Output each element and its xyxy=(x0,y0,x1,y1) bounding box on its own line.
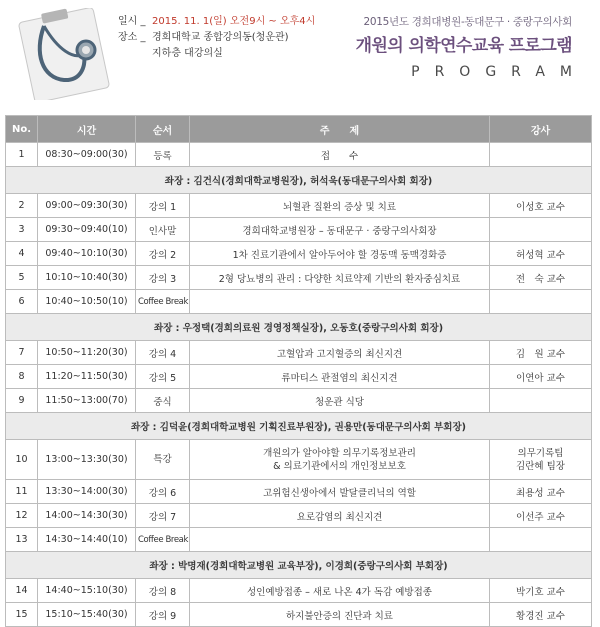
cell-time: 13:00~13:30(30) xyxy=(38,440,136,480)
cell-time: 08:30~09:00(30) xyxy=(38,143,136,167)
cell-order: 강의 7 xyxy=(136,504,190,528)
cell-topic-line1: 개원의가 알아야할 의무기록정보관리 xyxy=(263,447,416,459)
program-word: PROGRAM xyxy=(411,64,587,80)
header-time: 시간 xyxy=(38,116,136,143)
cell-speaker: 최용성 교수 xyxy=(490,480,592,504)
cell-time: 14:40~15:10(30) xyxy=(38,579,136,603)
session-row xyxy=(6,552,592,579)
cell-no: 4 xyxy=(6,242,38,266)
cell-time: 10:50~11:20(30) xyxy=(38,341,136,365)
cell-topic: 고위험신생아에서 발달클리닉의 역할 xyxy=(190,480,490,504)
cell-time: 09:40~10:10(30) xyxy=(38,242,136,266)
header-no: No. xyxy=(6,116,38,143)
cell-speaker-line1: 의무기록팀 xyxy=(517,447,564,459)
cell-topic-line2: & 의료기관에서의 개인정보보호 xyxy=(273,460,406,472)
table-row xyxy=(6,341,592,365)
cell-speaker xyxy=(490,389,592,413)
event-info xyxy=(118,14,315,62)
cell-topic: 고혈압과 고지혈증의 최신지견 xyxy=(190,341,490,365)
cell-no: 9 xyxy=(6,389,38,413)
cell-time: 13:30~14:00(30) xyxy=(38,480,136,504)
cell-order: 강의 8 xyxy=(136,579,190,603)
cell-no: 15 xyxy=(6,603,38,627)
cell-no: 13 xyxy=(6,528,38,552)
session-row xyxy=(6,167,592,194)
cell-no: 12 xyxy=(6,504,38,528)
table-row xyxy=(6,504,592,528)
cell-order: 강의 6 xyxy=(136,480,190,504)
cell-no: 3 xyxy=(6,218,38,242)
table-row xyxy=(6,143,592,167)
place-label: 장소 _ xyxy=(118,32,146,43)
cell-topic: 2형 당뇨병의 관리 : 다양한 치료약제 기반의 환자중심치료 xyxy=(190,266,490,290)
cell-speaker: 이성호 교수 xyxy=(490,194,592,218)
main-title: 개원의 의학연수교육 프로그램 xyxy=(355,36,572,56)
cell-topic: 1차 진료기관에서 알아두어야 할 경동맥 동맥경화증 xyxy=(190,242,490,266)
cell-no: 14 xyxy=(6,579,38,603)
cell-time: 09:00~09:30(30) xyxy=(38,194,136,218)
cell-time: 11:50~13:00(70) xyxy=(38,389,136,413)
table-row xyxy=(6,528,592,552)
cell-no: 6 xyxy=(6,290,38,314)
table-row xyxy=(6,218,592,242)
cell-speaker xyxy=(490,528,592,552)
cell-time: 14:30~14:40(10) xyxy=(38,528,136,552)
cell-speaker xyxy=(490,218,592,242)
cell-speaker: 황경진 교수 xyxy=(490,603,592,627)
cell-time: 15:10~15:40(30) xyxy=(38,603,136,627)
cell-speaker: 김 원 교수 xyxy=(490,341,592,365)
schedule-table xyxy=(5,115,592,627)
cell-order: 강의 5 xyxy=(136,365,190,389)
cell-topic: 청운관 식당 xyxy=(190,389,490,413)
subtitle: 2015년도 경희대병원-동대문구 · 중랑구의사회 xyxy=(363,16,572,28)
cell-topic: 성인예방접종 – 새로 나온 4가 독감 예방접종 xyxy=(190,579,490,603)
table-row xyxy=(6,480,592,504)
cell-topic xyxy=(190,440,490,480)
cell-topic: 요로감염의 최신지견 xyxy=(190,504,490,528)
date-value: 2015. 11. 1(일) 오전9시 ~ 오후4시 xyxy=(152,16,316,27)
header-topic: 주 제 xyxy=(190,116,490,143)
session-row xyxy=(6,413,592,440)
session-chair: 좌장 : 김건식(경희대학교병원장), 허석욱(동대문구의사회 회장) xyxy=(6,167,592,194)
cell-speaker: 전 숙 교수 xyxy=(490,266,592,290)
cell-order: 강의 9 xyxy=(136,603,190,627)
cell-time: 10:10~10:40(30) xyxy=(38,266,136,290)
session-chair: 좌장 : 김덕윤(경희대학교병원 기획진료부원장), 권용만(동대문구의사회 부회장) xyxy=(6,413,592,440)
cell-topic: 뇌혈관 질환의 증상 및 치료 xyxy=(190,194,490,218)
table-row xyxy=(6,365,592,389)
cell-no: 10 xyxy=(6,440,38,480)
cell-no: 8 xyxy=(6,365,38,389)
cell-order: 인사말 xyxy=(136,218,190,242)
cell-topic: 경희대학교병원장 – 동대문구 · 중랑구의사회장 xyxy=(190,218,490,242)
cell-order: Coffee Break xyxy=(136,290,190,314)
header-speaker: 강사 xyxy=(490,116,592,143)
table-row xyxy=(6,603,592,627)
cell-speaker: 이선주 교수 xyxy=(490,504,592,528)
cell-topic xyxy=(190,528,490,552)
table-row xyxy=(6,242,592,266)
cell-speaker-line2: 김란혜 팀장 xyxy=(516,460,565,472)
cell-topic: 접 수 xyxy=(190,143,490,167)
header-order: 순서 xyxy=(136,116,190,143)
cell-time: 11:20~11:50(30) xyxy=(38,365,136,389)
place-line2: 지하층 대강의실 xyxy=(152,48,223,59)
table-row xyxy=(6,389,592,413)
date-label: 일시 _ xyxy=(118,16,146,27)
table-row xyxy=(6,440,592,480)
cell-speaker: 허성혁 교수 xyxy=(490,242,592,266)
cell-speaker: 이연아 교수 xyxy=(490,365,592,389)
header xyxy=(0,0,600,108)
table-row xyxy=(6,194,592,218)
cell-order: 강의 4 xyxy=(136,341,190,365)
table-row xyxy=(6,579,592,603)
cell-order: 강의 3 xyxy=(136,266,190,290)
cell-topic: 류마티스 관절염의 최신지견 xyxy=(190,365,490,389)
title-box xyxy=(355,14,587,80)
table-row xyxy=(6,290,592,314)
cell-no: 5 xyxy=(6,266,38,290)
cell-order: 강의 2 xyxy=(136,242,190,266)
place-line1: 경희대학교 종합강의동(청운관) xyxy=(152,32,289,43)
cell-time: 10:40~10:50(10) xyxy=(38,290,136,314)
cell-order: Coffee Break xyxy=(136,528,190,552)
cell-topic: 하지불안증의 진단과 치료 xyxy=(190,603,490,627)
cell-order: 특강 xyxy=(136,440,190,480)
cell-time: 14:00~14:30(30) xyxy=(38,504,136,528)
cell-no: 1 xyxy=(6,143,38,167)
cell-no: 11 xyxy=(6,480,38,504)
cell-no: 7 xyxy=(6,341,38,365)
table-header-row xyxy=(6,116,592,143)
cell-speaker xyxy=(490,440,592,480)
cell-order: 강의 1 xyxy=(136,194,190,218)
session-chair: 좌장 : 박명재(경희대학교병원 교육부장), 이경희(중랑구의사회 부회장) xyxy=(6,552,592,579)
stethoscope-clipboard-icon xyxy=(14,8,114,100)
schedule-body xyxy=(6,143,592,627)
table-row xyxy=(6,266,592,290)
cell-speaker xyxy=(490,290,592,314)
cell-order: 중식 xyxy=(136,389,190,413)
cell-topic xyxy=(190,290,490,314)
session-row xyxy=(6,314,592,341)
cell-speaker xyxy=(490,143,592,167)
session-chair: 좌장 : 우정택(경희의료원 경영정책실장), 오동호(중랑구의사회 회장) xyxy=(6,314,592,341)
cell-order: 등록 xyxy=(136,143,190,167)
cell-time: 09:30~09:40(10) xyxy=(38,218,136,242)
cell-speaker: 박기호 교수 xyxy=(490,579,592,603)
cell-no: 2 xyxy=(6,194,38,218)
